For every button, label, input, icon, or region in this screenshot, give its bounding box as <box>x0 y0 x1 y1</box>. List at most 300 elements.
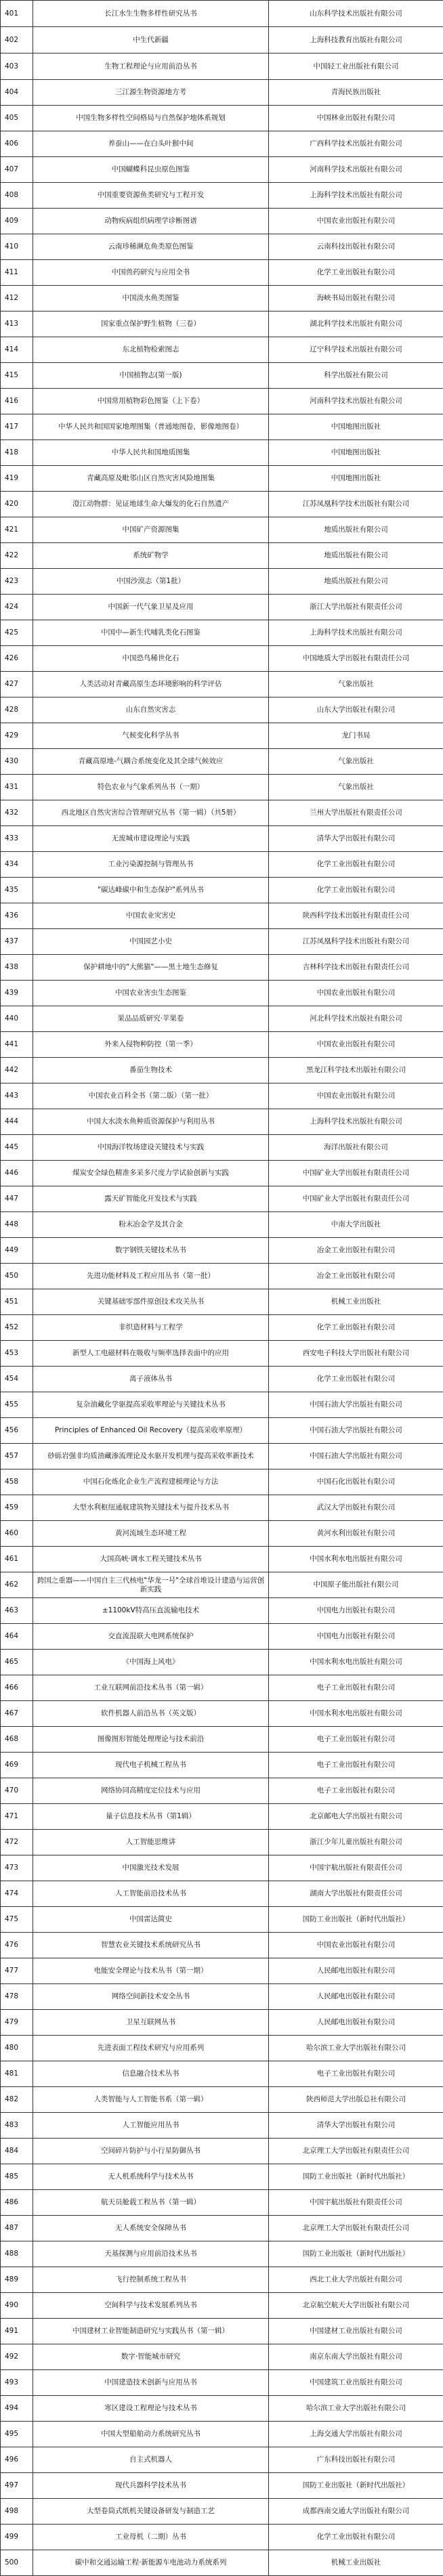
row-number-cell: 428 <box>1 697 33 723</box>
book-title-cell: 中国淡水鱼类图鉴 <box>33 286 269 312</box>
row-number-cell: 500 <box>1 2550 33 2576</box>
book-title-cell: 人类活动对青藏高原生态环境影响的科学评估 <box>33 672 269 697</box>
publisher-cell: 上海交通大学出版社有限公司 <box>269 2422 443 2447</box>
book-title-cell: 青藏高原及毗邻山区自然灾害风险地图集 <box>33 466 269 492</box>
row-number-cell: 406 <box>1 131 33 157</box>
publisher-cell: 化学工业出版社有限公司 <box>269 1315 443 1341</box>
book-title-cell: 外来入侵物种防控（第一季） <box>33 1032 269 1058</box>
table-row <box>1 2113 443 2139</box>
row-number-cell: 499 <box>1 2525 33 2550</box>
publisher-cell: 北京航空航天大学出版社有限公司 <box>269 2293 443 2319</box>
row-number-cell: 482 <box>1 2087 33 2113</box>
publisher-cell: 中国石化出版社有限公司 <box>269 1469 443 1495</box>
row-number-cell: 490 <box>1 2293 33 2319</box>
table-row <box>1 53 443 80</box>
table-row <box>1 1830 443 1855</box>
publisher-cell: 电子工业出版社有限公司 <box>269 1753 443 1778</box>
publisher-cell: 西北工业大学出版社有限公司 <box>269 2267 443 2293</box>
table-row <box>1 852 443 878</box>
publisher-cell: 陕西师范大学出版总社有限公司 <box>269 2087 443 2113</box>
book-title-cell: 生物工程理论与应用前沿丛书 <box>33 53 269 80</box>
publisher-cell: 国防工业出版社（新时代出版社） <box>269 2473 443 2499</box>
book-title-cell: 空间科学与技术发展系列丛书 <box>33 2293 269 2319</box>
publisher-cell: 化学工业出版社有限公司 <box>269 2525 443 2550</box>
row-number-cell: 430 <box>1 749 33 775</box>
book-title-cell: 工业母机（二期）丛书 <box>33 2525 269 2550</box>
publisher-cell: 北京邮电大学出版社有限公司 <box>269 1804 443 1830</box>
row-number-cell: 436 <box>1 903 33 929</box>
publisher-cell: 中国电力出版社有限公司 <box>269 1624 443 1650</box>
book-title-cell: 中生代新疆 <box>33 27 269 53</box>
row-number-cell: 473 <box>1 1855 33 1881</box>
publisher-cell: 中国轻工业出版社有限公司 <box>269 53 443 80</box>
publisher-cell: 中南大学出版社 <box>269 1212 443 1238</box>
publisher-cell: 中国水利水电出版社有限公司 <box>269 1547 443 1572</box>
book-title-cell: 东北植物检索图志 <box>33 337 269 363</box>
book-title-cell: 离子液体丛书 <box>33 1367 269 1392</box>
table-row <box>1 1547 443 1572</box>
table-row <box>1 1881 443 1907</box>
book-title-cell: 养蚕山——在白头叶猴中间 <box>33 131 269 157</box>
table-row <box>1 286 443 312</box>
publisher-cell: 湖北科学技术出版社有限公司 <box>269 312 443 337</box>
publisher-cell: 化学工业出版社有限公司 <box>269 852 443 878</box>
table-row <box>1 363 443 389</box>
publisher-cell: 冶金工业出版社有限公司 <box>269 1238 443 1264</box>
row-number-cell: 455 <box>1 1392 33 1418</box>
book-title-cell: 黄河流域生态环境工程 <box>33 1521 269 1547</box>
table-row <box>1 337 443 363</box>
publisher-cell: 浙江大学出版社有限责任公司 <box>269 595 443 620</box>
book-title-cell: 中国常用植物彩色图鉴（上下卷） <box>33 389 269 414</box>
table-row <box>1 2344 443 2370</box>
publisher-cell: 河南科学技术出版社有限公司 <box>269 389 443 414</box>
publisher-cell: 湖南大学出版社有限责任公司 <box>269 1881 443 1907</box>
publisher-cell: 中国电力出版社有限公司 <box>269 1598 443 1624</box>
table-row <box>1 2139 443 2164</box>
book-title-cell: 三江源生物资源地方考 <box>33 80 269 106</box>
row-number-cell: 476 <box>1 1933 33 1958</box>
book-title-cell: 现代兵器科学技术丛书 <box>33 2473 269 2499</box>
table-row <box>1 1341 443 1367</box>
book-title-cell: 航天员舱载工程丛书（第一辑） <box>33 2190 269 2216</box>
row-number-cell: 457 <box>1 1444 33 1469</box>
book-title-cell: 中国恐鸟稀世化石 <box>33 646 269 672</box>
publisher-cell: 中国水利水电出版社有限公司 <box>269 1650 443 1675</box>
publisher-cell: 山东大学出版社有限公司 <box>269 697 443 723</box>
table-row <box>1 2293 443 2319</box>
publisher-cell: 气象出版社 <box>269 775 443 800</box>
book-title-cell: 空间碎片防护与小行星防御丛书 <box>33 2139 269 2164</box>
row-number-cell: 488 <box>1 2241 33 2267</box>
book-title-cell: 非织造材料与工程学 <box>33 1315 269 1341</box>
table-row <box>1 2319 443 2344</box>
table-row <box>1 1032 443 1058</box>
row-number-cell: 447 <box>1 1186 33 1212</box>
book-title-cell: 中国植物志(第一版) <box>33 363 269 389</box>
row-number-cell: 471 <box>1 1804 33 1830</box>
table-row <box>1 1186 443 1212</box>
row-number-cell: 413 <box>1 312 33 337</box>
row-number-cell: 448 <box>1 1212 33 1238</box>
book-title-cell: ±1100kV特高压直流输电技术 <box>33 1598 269 1624</box>
row-number-cell: 460 <box>1 1521 33 1547</box>
row-number-cell: 484 <box>1 2139 33 2164</box>
publisher-cell: 人民邮电出版社有限公司 <box>269 2010 443 2036</box>
table-row <box>1 2241 443 2267</box>
row-number-cell: 443 <box>1 1083 33 1109</box>
book-title-cell: 中国农业百科全书（第二版）（第一批） <box>33 1083 269 1109</box>
book-title-cell: 大国高峡·调水工程关键技术丛书 <box>33 1547 269 1572</box>
row-number-cell: 401 <box>1 1 33 27</box>
table-row <box>1 2447 443 2473</box>
publisher-cell: 武汉大学出版社有限公司 <box>269 1495 443 1521</box>
publisher-cell: 海峡书局出版社有限公司 <box>269 286 443 312</box>
publisher-cell: 电子工业出版社有限公司 <box>269 1675 443 1701</box>
book-title-cell: 人工智能前沿技术丛书 <box>33 1881 269 1907</box>
book-title-cell: 果品品质研究·苹果卷 <box>33 1006 269 1032</box>
row-number-cell: 481 <box>1 2061 33 2087</box>
publisher-cell: 清华大学出版社有限公司 <box>269 2113 443 2139</box>
table-row <box>1 27 443 53</box>
publisher-cell: 河北科学技术出版社有限公司 <box>269 1006 443 1032</box>
row-number-cell: 452 <box>1 1315 33 1341</box>
row-number-cell: 475 <box>1 1907 33 1933</box>
row-number-cell: 431 <box>1 775 33 800</box>
book-title-cell: 气候变化科学丛书 <box>33 723 269 749</box>
publisher-cell: 黄河水利出版社有限公司 <box>269 1521 443 1547</box>
publisher-cell: 电子工业出版社有限公司 <box>269 2061 443 2087</box>
publisher-cell: 中国农业出版社有限公司 <box>269 981 443 1006</box>
book-title-cell: 番茄生物技术 <box>33 1058 269 1083</box>
table-row <box>1 1315 443 1341</box>
publisher-cell: 中国农业出版社有限公司 <box>269 209 443 234</box>
book-title-cell: 寒区建设工程理论与技术丛书 <box>33 2396 269 2422</box>
row-number-cell: 438 <box>1 955 33 981</box>
publisher-cell: 中国矿业大学出版社有限责任公司 <box>269 1186 443 1212</box>
row-number-cell: 405 <box>1 106 33 131</box>
table-row <box>1 1238 443 1264</box>
book-title-cell: 国家重点保护野生植物（三卷） <box>33 312 269 337</box>
publisher-cell: 中国地图出版社 <box>269 414 443 440</box>
row-number-cell: 477 <box>1 1958 33 1984</box>
book-title-cell: 长江水生生物多样性研究丛书 <box>33 1 269 27</box>
publisher-cell: 地质出版社有限公司 <box>269 569 443 595</box>
publisher-cell: 人民邮电出版社有限公司 <box>269 1984 443 2010</box>
row-number-cell: 441 <box>1 1032 33 1058</box>
publisher-cell: 中国林业出版社有限公司 <box>269 106 443 131</box>
table-row <box>1 1135 443 1161</box>
table-row <box>1 1469 443 1495</box>
row-number-cell: 403 <box>1 53 33 80</box>
publisher-cell: 上海科学技术出版社有限公司 <box>269 183 443 209</box>
row-number-cell: 451 <box>1 1289 33 1315</box>
publisher-cell: 化学工业出版社有限公司 <box>269 878 443 903</box>
table-row <box>1 1109 443 1135</box>
table-row <box>1 2422 443 2447</box>
book-title-cell: 软件机器人前沿丛书（英文版） <box>33 1701 269 1727</box>
book-title-cell: 电能安全理论与技术丛书（第一期） <box>33 1958 269 1984</box>
publisher-cell: 哈尔滨工业大学出版社有限公司 <box>269 2036 443 2061</box>
book-title-cell: 中国农业害虫生态图鉴 <box>33 981 269 1006</box>
publisher-cell: 国防工业出版社（新时代出版社） <box>269 2241 443 2267</box>
book-title-cell: 碳中和交通运输工程·新能源车电池动力系统系列 <box>33 2550 269 2576</box>
table-row <box>1 2087 443 2113</box>
book-title-cell: 煤炭安全绿色精准多采多尺度力学试验创新与实践 <box>33 1161 269 1186</box>
row-number-cell: 489 <box>1 2267 33 2293</box>
publisher-cell: 国防工业出版社（新时代出版社） <box>269 1907 443 1933</box>
publisher-cell: 上海科学技术出版社有限公司 <box>269 1109 443 1135</box>
table-row <box>1 106 443 131</box>
book-title-cell: 数字·智能城市研究 <box>33 2344 269 2370</box>
row-number-cell: 437 <box>1 929 33 955</box>
row-number-cell: 453 <box>1 1341 33 1367</box>
row-number-cell: 465 <box>1 1650 33 1675</box>
book-title-cell: 现代电子机械工程丛书 <box>33 1753 269 1778</box>
book-title-cell: 中国矿产资源图集 <box>33 517 269 543</box>
table-row <box>1 2525 443 2550</box>
book-title-cell: 青藏高原地-气耦合系统变化及其全球气候效应 <box>33 749 269 775</box>
table-row <box>1 440 443 466</box>
book-title-cell: 中国石化炼化企业生产流程建模理论与方法 <box>33 1469 269 1495</box>
book-title-cell: 人工智能思维讲 <box>33 1830 269 1855</box>
publisher-cell: 机械工业出版社 <box>269 2550 443 2576</box>
publisher-cell: 电子工业出版社有限公司 <box>269 1778 443 1804</box>
table-row <box>1 2370 443 2396</box>
publisher-cell: 河南科学技术出版社有限公司 <box>269 157 443 183</box>
row-number-cell: 479 <box>1 2010 33 2036</box>
publisher-cell: 科学出版社有限公司 <box>269 363 443 389</box>
book-title-cell: 动物疾病组织病理学诊断图谱 <box>33 209 269 234</box>
table-row <box>1 1984 443 2010</box>
table-row <box>1 389 443 414</box>
publisher-cell: 中国原子能出版社有限公司 <box>269 1572 443 1598</box>
row-number-cell: 412 <box>1 286 33 312</box>
row-number-cell: 480 <box>1 2036 33 2061</box>
publisher-cell: 气象出版社 <box>269 749 443 775</box>
book-title-cell: 智慧农业关键技术系统研究丛书 <box>33 1933 269 1958</box>
table-row <box>1 466 443 492</box>
book-title-cell: 数字钢铁关键技术丛书 <box>33 1238 269 1264</box>
row-number-cell: 446 <box>1 1161 33 1186</box>
row-number-cell: 435 <box>1 878 33 903</box>
table-row <box>1 981 443 1006</box>
book-title-cell: 无人机系统科学与技术丛书 <box>33 2164 269 2190</box>
publisher-cell: 江苏凤凰科学技术出版社有限公司 <box>269 492 443 517</box>
publisher-cell: 中国石油大学出版社有限公司 <box>269 1392 443 1418</box>
table-row <box>1 2499 443 2525</box>
publisher-cell: 上海科学技术出版社有限公司 <box>269 620 443 646</box>
book-title-cell: 中国雷达简史 <box>33 1907 269 1933</box>
row-number-cell: 439 <box>1 981 33 1006</box>
row-number-cell: 411 <box>1 260 33 286</box>
publisher-cell: 山东科学技术出版社有限公司 <box>269 1 443 27</box>
table-row <box>1 2010 443 2036</box>
book-title-cell: 澄江动物群：见证地球生命大爆发的化石自然遗产 <box>33 492 269 517</box>
table-row <box>1 1 443 27</box>
table-row <box>1 1727 443 1753</box>
book-title-cell: 先进表面工程技术研究与应用系列 <box>33 2036 269 2061</box>
table-row <box>1 1367 443 1392</box>
row-number-cell: 418 <box>1 440 33 466</box>
table-row <box>1 878 443 903</box>
row-number-cell: 426 <box>1 646 33 672</box>
row-number-cell: 404 <box>1 80 33 106</box>
publisher-cell: 中国水利水电出版社有限公司 <box>269 1701 443 1727</box>
row-number-cell: 410 <box>1 234 33 260</box>
book-title-cell: 云南珍稀濒危鱼类原色图鉴 <box>33 234 269 260</box>
book-title-cell: Principles of Enhanced Oil Recovery（提高采收率原理） <box>33 1418 269 1444</box>
publisher-cell: 龙门书局 <box>269 723 443 749</box>
row-number-cell: 461 <box>1 1547 33 1572</box>
book-title-cell: 飞行控制系统工程丛书 <box>33 2267 269 2293</box>
row-number-cell: 454 <box>1 1367 33 1392</box>
table-row <box>1 2396 443 2422</box>
book-title-cell: 系统矿物学 <box>33 543 269 569</box>
table-row <box>1 569 443 595</box>
table-row <box>1 775 443 800</box>
publisher-cell: 广西科学技术出版社有限公司 <box>269 131 443 157</box>
table-row <box>1 517 443 543</box>
table-row <box>1 2190 443 2216</box>
table-row <box>1 312 443 337</box>
row-number-cell: 416 <box>1 389 33 414</box>
book-title-cell: 人工智能应用丛书 <box>33 2113 269 2139</box>
book-title-cell: 粉末冶金学及其合金 <box>33 1212 269 1238</box>
publisher-cell: 北京理工大学出版社有限责任公司 <box>269 2216 443 2241</box>
book-title-cell: 西北地区自然灾害综合管理研究丛书（第一辑）（共5册） <box>33 800 269 826</box>
table-row <box>1 749 443 775</box>
row-number-cell: 433 <box>1 826 33 852</box>
table-row <box>1 1083 443 1109</box>
book-title-cell: 无废城市建设理论与实践 <box>33 826 269 852</box>
publisher-cell: 吉林科学技术出版社有限责任公司 <box>269 955 443 981</box>
table-row <box>1 1701 443 1727</box>
row-number-cell: 422 <box>1 543 33 569</box>
publisher-cell: 兰州大学出版社有限责任公司 <box>269 800 443 826</box>
table-row <box>1 826 443 852</box>
table-row <box>1 260 443 286</box>
row-number-cell: 429 <box>1 723 33 749</box>
book-title-cell: 网络协同高精度定位技术与应用 <box>33 1778 269 1804</box>
table-row <box>1 80 443 106</box>
row-number-cell: 440 <box>1 1006 33 1032</box>
publisher-cell: 气象出版社 <box>269 672 443 697</box>
row-number-cell: 464 <box>1 1624 33 1650</box>
row-number-cell: 445 <box>1 1135 33 1161</box>
row-number-cell: 458 <box>1 1469 33 1495</box>
table-row <box>1 1058 443 1083</box>
book-title-cell: 工业污染源控制与管理丛书 <box>33 852 269 878</box>
publisher-cell: 南京东南大学出版社有限公司 <box>269 2344 443 2370</box>
publisher-cell: 哈尔滨工业大学出版社有限公司 <box>269 2396 443 2422</box>
book-title-cell: 中国大型船舶动力系统研究丛书 <box>33 2422 269 2447</box>
row-number-cell: 423 <box>1 569 33 595</box>
row-number-cell: 421 <box>1 517 33 543</box>
row-number-cell: 491 <box>1 2319 33 2344</box>
table-row <box>1 697 443 723</box>
table-body <box>1 1 443 2576</box>
table-row <box>1 1933 443 1958</box>
table-row <box>1 955 443 981</box>
publisher-cell: 中国建筑工业出版社有限公司 <box>269 2370 443 2396</box>
publisher-cell: 中国石油大学出版社有限公司 <box>269 1418 443 1444</box>
row-number-cell: 449 <box>1 1238 33 1264</box>
row-number-cell: 467 <box>1 1701 33 1727</box>
table-row <box>1 492 443 517</box>
book-title-cell: 关键基础零部件原创技术攻关丛书 <box>33 1289 269 1315</box>
publisher-cell: 国防工业出版社（新时代出版社） <box>269 2164 443 2190</box>
row-number-cell: 414 <box>1 337 33 363</box>
table-row <box>1 2216 443 2241</box>
publisher-cell: 成都西南交通大学出版社有限公司 <box>269 2499 443 2525</box>
row-number-cell: 424 <box>1 595 33 620</box>
book-title-cell: 先进功能材料及工程应用丛书（第一批） <box>33 1264 269 1289</box>
table-row <box>1 1161 443 1186</box>
table-row <box>1 1624 443 1650</box>
table-row <box>1 1495 443 1521</box>
publisher-cell: 中国农业出版社有限公司 <box>269 1933 443 1958</box>
publisher-cell: 云南科技出版社有限公司 <box>269 234 443 260</box>
table-row <box>1 2164 443 2190</box>
row-number-cell: 450 <box>1 1264 33 1289</box>
table-row <box>1 1778 443 1804</box>
row-number-cell: 402 <box>1 27 33 53</box>
publisher-cell: 黑龙江科学技术出版社有限公司 <box>269 1058 443 1083</box>
book-title-cell: 工业互联网前沿技术丛书（第一辑） <box>33 1675 269 1701</box>
table-row <box>1 1444 443 1469</box>
publisher-cell: 清华大学出版社有限公司 <box>269 826 443 852</box>
row-number-cell: 456 <box>1 1418 33 1444</box>
book-title-cell: 中华人民共和国国家地理图集（普通地图卷，影像地图卷） <box>33 414 269 440</box>
row-number-cell: 442 <box>1 1058 33 1083</box>
book-title-cell: 中国中—新生代哺乳类化石图鉴 <box>33 620 269 646</box>
publisher-cell: 中国农业出版社有限公司 <box>269 1083 443 1109</box>
publisher-cell: 西安电子科技大学出版社有限公司 <box>269 1341 443 1367</box>
table-row <box>1 1907 443 1933</box>
book-title-cell: 中国新一代气象卫星及应用 <box>33 595 269 620</box>
book-title-cell: 大型水利枢纽通航建筑物关键技术与提升技术丛书 <box>33 1495 269 1521</box>
table-row <box>1 1212 443 1238</box>
table-row <box>1 646 443 672</box>
row-number-cell: 468 <box>1 1727 33 1753</box>
row-number-cell: 494 <box>1 2396 33 2422</box>
book-title-cell: 天基探测与应用前沿技术丛书 <box>33 2241 269 2267</box>
publisher-cell: 北京理工大学出版社有限责任公司 <box>269 2139 443 2164</box>
publisher-cell: 中国建材工业出版社有限公司 <box>269 2319 443 2344</box>
table-row <box>1 1675 443 1701</box>
table-row <box>1 1855 443 1881</box>
publisher-cell: 青海民族出版社 <box>269 80 443 106</box>
publisher-cell: 海洋出版社有限公司 <box>269 1135 443 1161</box>
row-number-cell: 425 <box>1 620 33 646</box>
table-row <box>1 620 443 646</box>
publisher-cell: 人民邮电出版社有限公司 <box>269 1958 443 1984</box>
publisher-cell: 浙江少年儿童出版社有限公司 <box>269 1830 443 1855</box>
row-number-cell: 487 <box>1 2216 33 2241</box>
table-row <box>1 1418 443 1444</box>
book-title-cell: 复杂油藏化学驱提高采收率理论与关键技术丛书 <box>33 1392 269 1418</box>
book-title-cell: 中国大水淡水鱼种质资源保护与利用丛书 <box>33 1109 269 1135</box>
row-number-cell: 478 <box>1 1984 33 2010</box>
table-row <box>1 800 443 826</box>
book-title-cell: "碳达峰碳中和生态保护"系列丛书 <box>33 878 269 903</box>
book-title-cell: 中国建材工业智能制造研究与实践丛书（第一辑） <box>33 2319 269 2344</box>
publisher-cell: 中国矿业大学出版社有限责任公司 <box>269 1161 443 1186</box>
table-row <box>1 903 443 929</box>
book-title-cell: 山东自然灾害志 <box>33 697 269 723</box>
publisher-cell: 机械工业出版社 <box>269 1289 443 1315</box>
